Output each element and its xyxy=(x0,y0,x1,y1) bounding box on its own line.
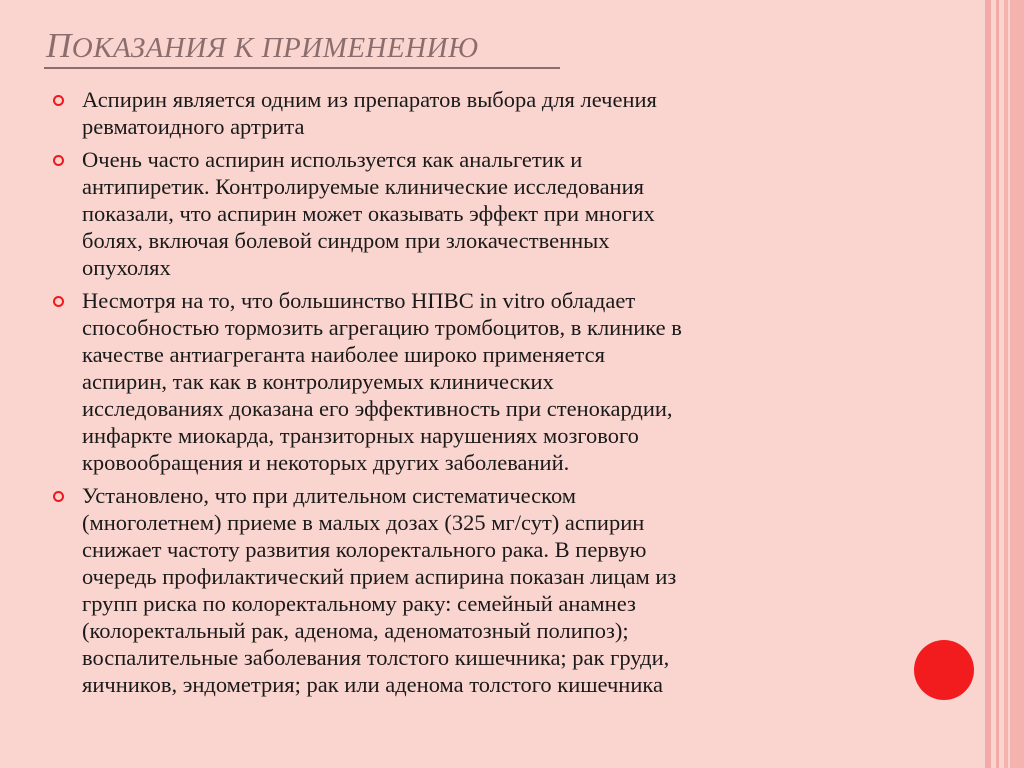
decorative-stripe xyxy=(985,0,991,768)
bullet-circle-icon xyxy=(53,155,64,166)
bullet-text: Установлено, что при длительном систематическом (многолетнем) приеме в малых дозах (325 мг/сут) аспирин снижает частоту развития колоректального рака. В первую очередь профилактический прием аспирина показан лицам из групп риска по колоректальному раку: семейный анамнез (колоректальный рак, аденома, аденоматозный полипоз); воспалительные заболевания толстого кишечника; рак груди, яичников, эндометрия; рак или аденома толстого кишечника xyxy=(82,483,677,697)
slide-title-first-letter: П xyxy=(46,26,72,65)
slide-title-rest: ОКАЗАНИЯ К ПРИМЕНЕНИЮ xyxy=(71,32,479,64)
bullet-circle-icon xyxy=(53,296,64,307)
bullet-item xyxy=(50,287,880,476)
decorative-stripe xyxy=(1008,0,1010,768)
bullet-list xyxy=(50,86,880,704)
bullet-text: Аспирин является одним из препаратов выбора для лечения ревматоидного артрита xyxy=(82,87,657,139)
bullet-text: Несмотря на то, что большинство НПВС in vitro обладает способностью тормозить агрегацию тромбоцитов, в клинике в качестве антиагреганта наиболее широко применяется аспирин, так как в контролируемых клинических исследованиях доказана его эффективность при стенокардии, инфаркте миокарда, транзиторных нарушениях мозгового кровообращения и некоторых других заболеваний. xyxy=(82,288,682,475)
decorative-stripe xyxy=(1004,0,1024,768)
bullet-item xyxy=(50,86,880,140)
slide-title xyxy=(46,26,479,66)
bullet-circle-icon xyxy=(53,491,64,502)
bullet-item xyxy=(50,146,880,281)
bullet-circle-icon xyxy=(53,95,64,106)
decorative-stripe xyxy=(996,0,999,768)
title-underline xyxy=(44,67,560,69)
bullet-item xyxy=(50,482,880,698)
bullet-text: Очень часто аспирин используется как анальгетик и антипиретик. Контролируемые клинические исследования показали, что аспирин может оказывать эффект при многих болях, включая болевой синдром при злокачественных опухолях xyxy=(82,147,655,280)
decorative-red-circle xyxy=(914,640,974,700)
